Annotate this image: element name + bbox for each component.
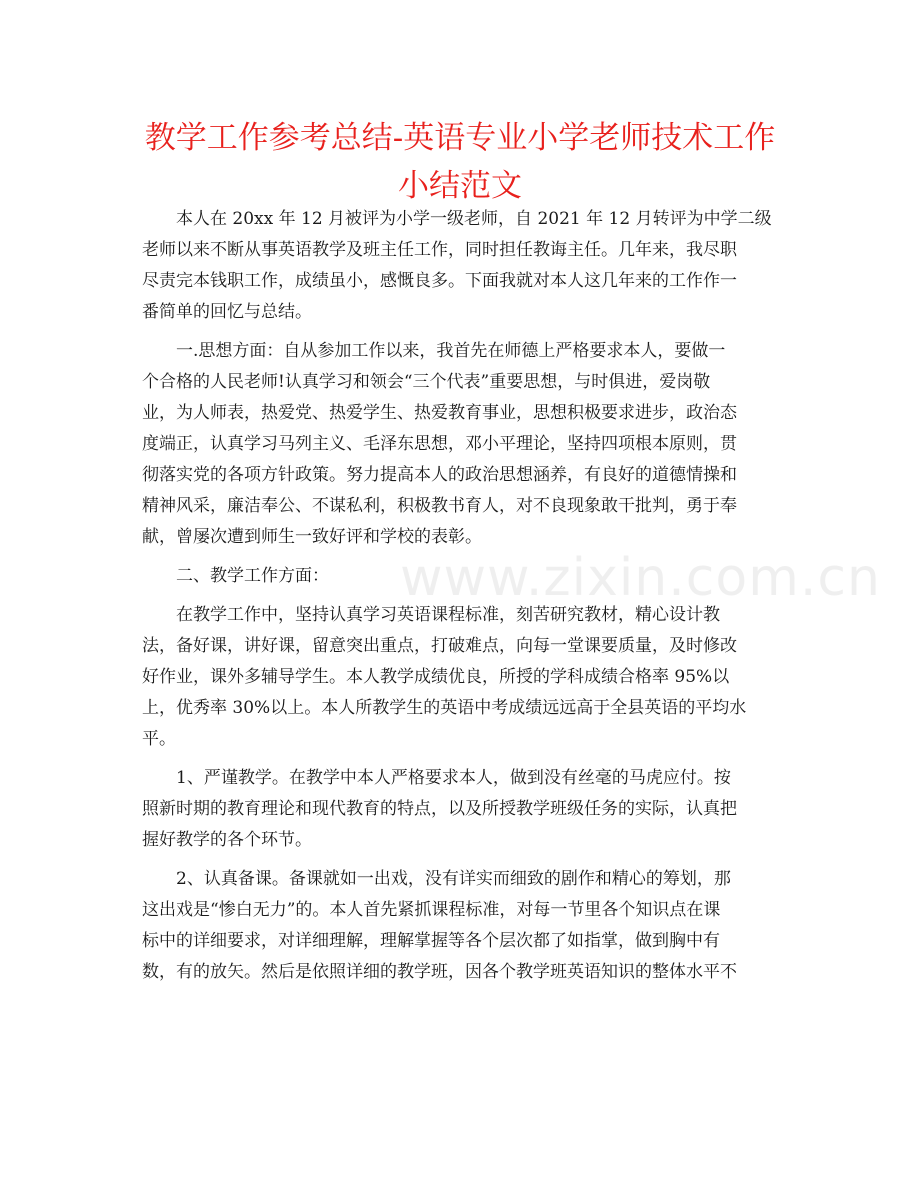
paragraph-ideology: [142, 336, 782, 553]
paragraph-intro: [142, 204, 782, 328]
text-line: 精神风采，廉洁奉公、不谋私利，积极教书育人，对不良现象敢干批判，勇于奉: [142, 496, 737, 516]
title-line: 小结范文: [398, 168, 522, 204]
text-line: 尽责完本钱职工作，成绩虽小，感慨良多。下面我就对本人这几年来的工作作一: [142, 271, 737, 291]
text-line: 2、认真备课。备课就如一出戏，没有详实而细致的剧作和精心的筹划，那: [176, 869, 731, 889]
document-title: [130, 114, 790, 210]
text-line: 照新时期的教育理论和现代教育的特点，以及所授教学班级任务的实际，认真把: [142, 799, 737, 819]
paragraph-rigorous-teaching: [142, 763, 782, 856]
text-line: 数，有的放矢。然后是依照详细的教学班，因各个教学班英语知识的整体水平不: [142, 962, 737, 982]
text-line: 平。: [142, 729, 176, 749]
text-line: 一.思想方面：自从参加工作以来，我首先在师德上严格要求本人，要做一: [176, 341, 726, 361]
text-line: 番简单的回忆与总结。: [142, 302, 312, 322]
text-line: 度端正，认真学习马列主义、毛泽东思想，邓小平理论，坚持四项根本原则，贯: [142, 434, 737, 454]
section-heading-teaching: [142, 561, 782, 592]
text-line: 彻落实党的各项方针政策。努力提高本人的政治思想涵养，有良好的道德情操和: [142, 465, 737, 485]
text-line: 业，为人师表，热爱党、热爱学生、热爱教育事业，思想积极要求进步，政治态: [142, 403, 737, 423]
text-line: 1、严谨教学。在教学中本人严格要求本人，做到没有丝毫的马虎应付。按: [176, 768, 731, 788]
text-line: 老师以来不断从事英语教学及班主任工作，同时担任教诲主任。几年来，我尽职: [142, 240, 737, 260]
text-line: 个合格的人民老师!认真学习和领会“三个代表”重要思想，与时俱进，爱岗敬: [142, 372, 711, 392]
text-line: 上，优秀率 30%以上。本人所教学生的英语中考成绩远远高于全县英语的平均水: [142, 698, 747, 718]
text-line: 标中的详细要求，对详细理解，理解掌握等各个层次都了如指掌，做到胸中有: [142, 931, 720, 951]
text-line: 献，曾屡次遭到师生一致好评和学校的表彰。: [142, 527, 482, 547]
text-line: 这出戏是“惨白无力”的。本人首先紧抓课程标准，对每一节里各个知识点在课: [142, 900, 721, 920]
title-line: 教学工作参考总结-英语专业小学老师技术工作: [144, 120, 776, 156]
text-line: 好作业，课外多辅导学生。本人教学成绩优良，所授的学科成绩合格率 95%以: [142, 667, 730, 687]
text-line: 在教学工作中，坚持认真学习英语课程标准，刻苦研究教材，精心设计教: [176, 605, 720, 625]
watermark-text: www.zixin.com.cn: [400, 548, 881, 608]
document-body: [142, 204, 782, 996]
text-line: 本人在 20xx 年 12 月被评为小学一级老师，自 2021 年 12 月转评为中学二级: [176, 209, 772, 229]
text-line: 法，备好课，讲好课，留意突出重点，打破难点，向每一堂课要质量，及时修改: [142, 636, 737, 656]
paragraph-lesson-prep: [142, 864, 782, 988]
paragraph-teaching: [142, 600, 782, 755]
text-line: 二、教学工作方面：: [176, 566, 329, 586]
text-line: 握好教学的各个环节。: [142, 830, 312, 850]
